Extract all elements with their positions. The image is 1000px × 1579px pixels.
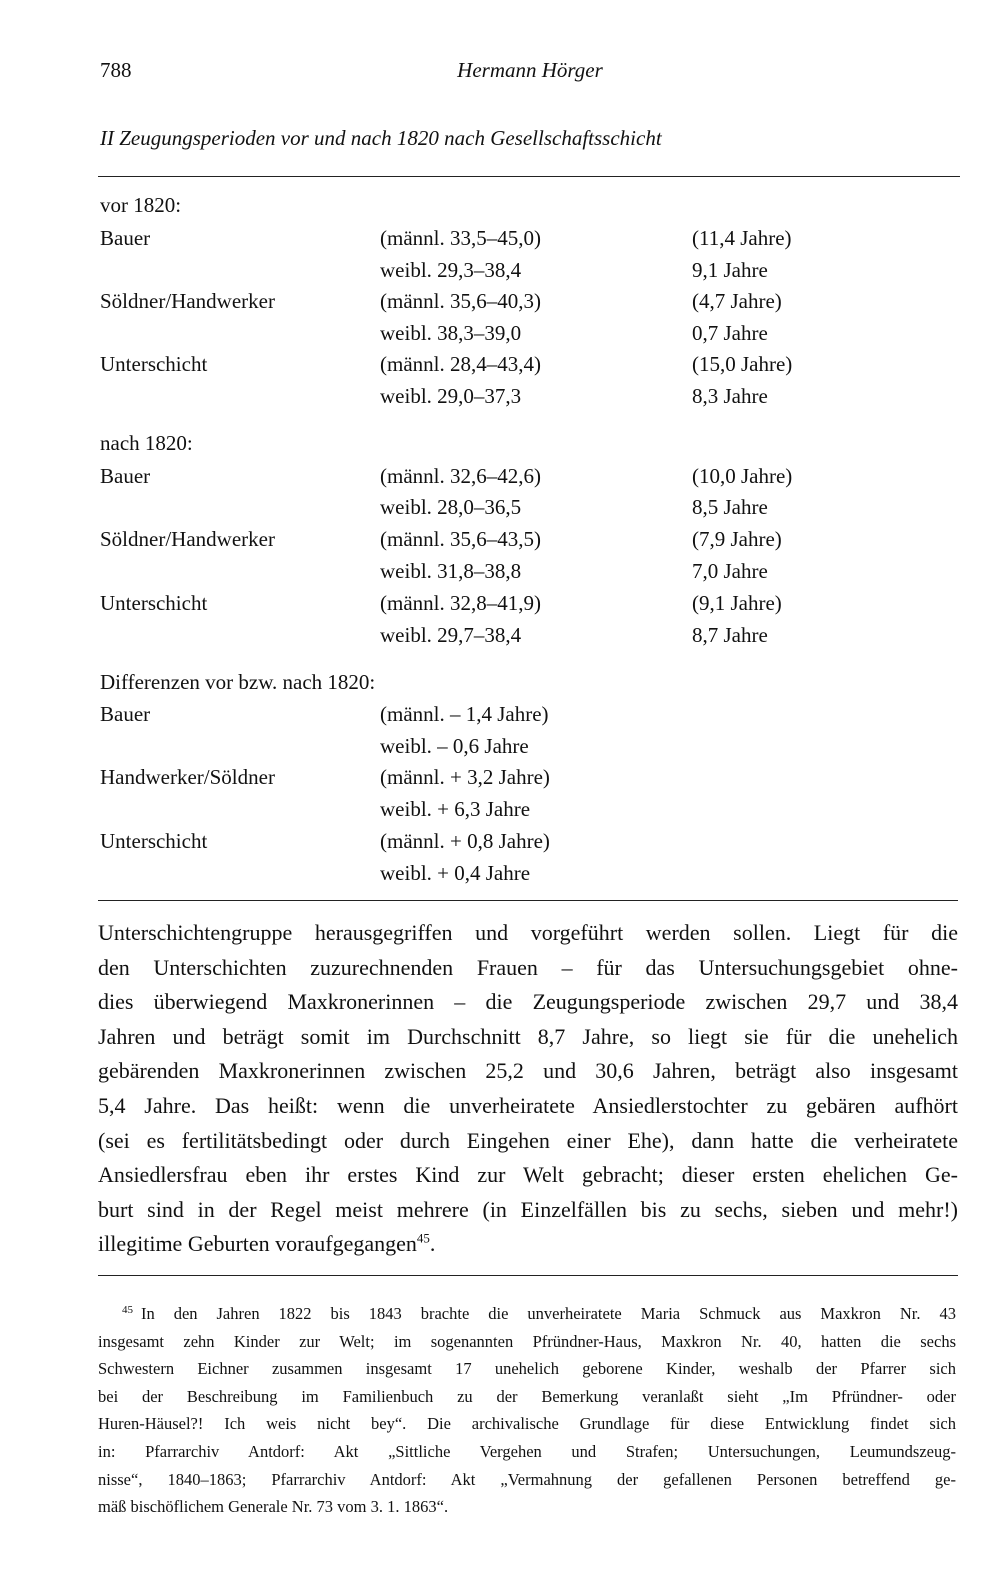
- table-cell-r0-c0: vor 1820:: [100, 193, 182, 217]
- body-line: [98, 1196, 958, 1222]
- table-cell-r1-c2: (11,4 Jahre): [692, 226, 792, 250]
- body-line-text: Unterschichtengruppe herausgegriffen und vorgeführt werden sollen. Liegt für die: [98, 920, 958, 945]
- table-cell-r17-c0: Handwerker/Söldner: [100, 765, 275, 789]
- body-line: [98, 1095, 958, 1117]
- table-cell-r12-c1: (männl. 32,8–41,9): [380, 591, 541, 615]
- body-line-text: Ansiedlersfrau eben ihr erstes Kind zur Welt gebracht; dieser ersten ehelichen Ge-: [98, 1162, 958, 1188]
- table-cell-r6-c2: 8,3 Jahre: [692, 384, 768, 408]
- footnote-rule: [98, 1275, 958, 1276]
- footnote-line-text: mäß bischöflichem Generale Nr. 73 vom 3. 1. 1863“.: [98, 1497, 449, 1516]
- table-cell-r5-c1: (männl. 28,4–43,4): [380, 352, 541, 376]
- table-cell-r16-c1: weibl. – 0,6 Jahre: [380, 734, 529, 758]
- body-line-text: Jahren und beträgt somit im Durchschnitt 8,7 Jahre, so liegt sie für die unehelich: [98, 1023, 958, 1049]
- page-header: [100, 58, 960, 88]
- table-cell-r11-c2: 7,0 Jahre: [692, 559, 768, 583]
- table-cell-r10-c2: (7,9 Jahre): [692, 527, 782, 551]
- table-cell-r4-c2: 0,7 Jahre: [692, 321, 768, 345]
- footnote-line-text: nisse“, 1840–1863; Pfarrarchiv Antdorf: Akt „Vermahnung der gefallenen Personen betreffend ge-: [98, 1470, 956, 1489]
- footnote-line: [98, 1361, 956, 1378]
- table-cell-r13-c2: 8,7 Jahre: [692, 623, 768, 647]
- body-line: [98, 991, 958, 1013]
- table-cell-r15-c1: (männl. – 1,4 Jahre): [380, 702, 549, 726]
- footnote-line-text: Schwestern Eichner zusammen insgesamt 17 unehelich geborene Kinder, weshalb der Pfarrer sich: [98, 1359, 956, 1378]
- table-cell-r10-c0: Söldner/Handwerker: [100, 527, 275, 551]
- table-title: II Zeugungsperioden vor und nach 1820 nach Gesellschaftsschicht: [100, 126, 662, 150]
- footnote-line: [98, 1303, 956, 1323]
- table-cell-r3-c2: (4,7 Jahre): [692, 289, 782, 313]
- table-cell-r2-c1: weibl. 29,3–38,4: [380, 258, 522, 282]
- body-line: [98, 1127, 958, 1153]
- body-line-text: dies überwiegend Maxkronerinnen – die Zeugungsperiode zwischen 29,7 und 38,4: [98, 989, 958, 1015]
- table-cell-r5-c0: Unterschicht: [100, 352, 208, 376]
- table-cell-r19-c1: (männl. + 0,8 Jahre): [380, 829, 550, 853]
- table-cell-r3-c0: Söldner/Handwerker: [100, 289, 275, 313]
- footnote-line-text: insgesamt zehn Kinder zur Welt; im sogenannten Pfründner-Haus, Maxkron Nr. 40, hatten die sechs: [98, 1332, 956, 1351]
- table-cell-r5-c2: (15,0 Jahre): [692, 352, 793, 376]
- table-top-rule: [98, 176, 960, 177]
- footnote-line-text: In den Jahren 1822 bis 1843 brachte die unverheiratete Maria Schmuck aus Maxkron Nr. 43: [141, 1304, 956, 1323]
- table-cell-r2-c2: 9,1 Jahre: [692, 258, 768, 282]
- footnote-line-text: Huren-Häusel?! Ich weis nicht bey“. Die archivalische Grundlage für diese Entwicklung findet sich: [98, 1414, 956, 1433]
- table-cell-r8-c0: Bauer: [100, 464, 151, 488]
- table-cell-r4-c1: weibl. 38,3–39,0: [380, 321, 522, 345]
- table-cell-r18-c1: weibl. + 6,3 Jahre: [380, 797, 531, 821]
- footnote-reference[interactable]: 45: [416, 1231, 430, 1247]
- footnote-line: [98, 1444, 956, 1461]
- table-cell-r11-c1: weibl. 31,8–38,8: [380, 559, 522, 583]
- body-line-text: gebärenden Maxkronerinnen zwischen 25,2 und 30,6 Jahren, beträgt also insgesamt: [98, 1058, 958, 1084]
- running-head: Hermann Hörger: [457, 58, 603, 82]
- table-cell-r10-c1: (männl. 35,6–43,5): [380, 527, 541, 551]
- footnote-line: [98, 1472, 956, 1489]
- table-cell-r20-c1: weibl. + 0,4 Jahre: [380, 861, 531, 885]
- footnote-line: [98, 1416, 956, 1433]
- table-bottom-rule: [98, 900, 958, 901]
- footnote-line-text: in: Pfarrarchiv Antdorf: Akt „Sittliche Vergehen und Strafen; Untersuchungen, Leumundszeug-: [98, 1442, 956, 1461]
- body-line: [98, 1164, 958, 1186]
- table-cell-r15-c0: Bauer: [100, 702, 151, 726]
- table-cell-r9-c1: weibl. 28,0–36,5: [380, 495, 522, 519]
- table-cell-r3-c1: (männl. 35,6–40,3): [380, 289, 541, 313]
- body-line-text: burt sind in der Regel meist mehrere (in Einzelfällen bis zu sechs, sieben und mehr!): [98, 1196, 958, 1222]
- body-line: [98, 954, 958, 980]
- body-line-text: (sei es fertilitätsbedingt oder durch Eingehen einer Ehe), dann hatte die verheiratete: [98, 1127, 958, 1153]
- body-line-text: illegitime Geburten voraufgegangen: [98, 1231, 417, 1257]
- footnote-marker: 45: [122, 1303, 133, 1316]
- table-cell-r9-c2: 8,5 Jahre: [692, 495, 768, 519]
- table-cell-r14-c0: Differenzen vor bzw. nach 1820:: [100, 670, 376, 694]
- table-cell-r13-c1: weibl. 29,7–38,4: [380, 623, 522, 647]
- footnote-line: [98, 1389, 956, 1406]
- body-line-text: den Unterschichten zuzurechnenden Frauen – für das Untersuchungsgebiet ohne-: [98, 954, 958, 980]
- footnote-line: [98, 1499, 956, 1516]
- page-number: 788: [100, 58, 132, 82]
- table-cell-r19-c0: Unterschicht: [100, 829, 208, 853]
- table-cell-r12-c0: Unterschicht: [100, 591, 208, 615]
- table-cell-r1-c0: Bauer: [100, 226, 151, 250]
- table-cell-r1-c1: (männl. 33,5–45,0): [380, 226, 541, 250]
- table-cell-r12-c2: (9,1 Jahre): [692, 591, 782, 615]
- table-cell-r6-c1: weibl. 29,0–37,3: [380, 384, 522, 408]
- footnote-line-text: bei der Beschreibung im Familienbuch zu der Bemerkung veranlaßt sieht „Im Pfründner- oder: [98, 1387, 956, 1406]
- table-cell-r17-c1: (männl. + 3,2 Jahre): [380, 765, 550, 789]
- table-cell-r8-c2: (10,0 Jahre): [692, 464, 793, 488]
- body-line: [98, 1023, 958, 1049]
- table-cell-r7-c0: nach 1820:: [100, 431, 193, 455]
- footnote-line: [98, 1334, 956, 1351]
- sentence-period: .: [429, 1231, 436, 1257]
- body-line: [98, 1233, 958, 1255]
- body-line: [98, 1060, 958, 1082]
- body-line: [98, 922, 958, 944]
- body-line-text: 5,4 Jahre. Das heißt: wenn die unverheiratete Ansiedlerstochter zu gebären aufhört: [98, 1093, 958, 1118]
- table-cell-r8-c1: (männl. 32,6–42,6): [380, 464, 541, 488]
